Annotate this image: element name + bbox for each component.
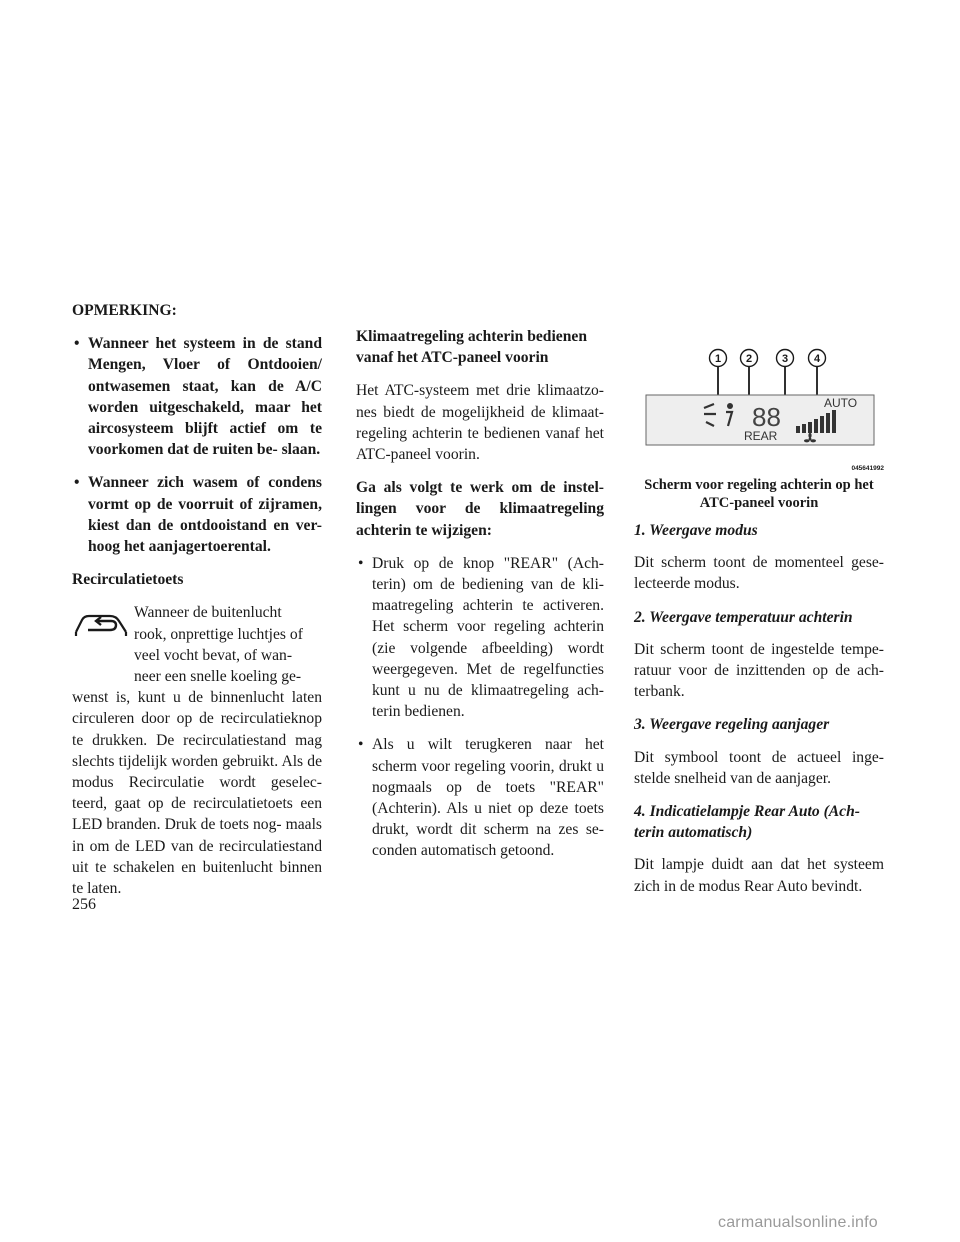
figure-caption: Scherm voor regeling achterin op het ATC-paneel voorin <box>644 477 874 511</box>
recirc-line: rook, onprettige luchtjes of <box>134 625 303 643</box>
recirculation-car-icon <box>72 608 130 642</box>
callout-label: 4 <box>813 353 821 365</box>
figure-code: 045641992 <box>851 465 884 472</box>
steps-heading: Ga als volgt te werk om de instel- lingen voor de klimaatregeling achterin te wijzigen: <box>356 479 604 539</box>
page-number: 256 <box>72 896 96 913</box>
recirc-block <box>72 602 322 899</box>
recirc-line: Wanneer de buitenlucht <box>134 604 282 622</box>
step-item: • Druk op de knop "REAR" (Ach- terin) om de bediening van de kli- maatregeling achterin te activeren. Het scherm voor regeling achterin (zie volgende afbeelding) wordt weergegeven. Met de regelfuncties kunt u nu de klimaatregeling ach- terin bedienen. <box>356 553 604 723</box>
item-title: 4. Indicatielampje Rear Auto (Ach- terin automatisch) <box>634 803 860 842</box>
watermark: carmanualsonline.info <box>718 1214 878 1231</box>
item-text: Dit scherm toont de momenteel gese- lecteerde modus. <box>634 554 884 593</box>
item-title: 3. Weergave regeling aanjager <box>634 716 830 734</box>
callout-label: 1 <box>714 353 722 365</box>
rear-display-diagram <box>634 346 884 476</box>
note-list <box>72 333 322 557</box>
note-item: • Wanneer het systeem in de stand Mengen, Vloer of Ontdooien/ ontwasemen staat, kan de A/C worden uitgeschakeld, maar het aircosysteem blijft actief om te voorkomen dat de ruiten be- slaan. <box>72 333 322 460</box>
item-title: 2. Weergave temperatuur achterin <box>634 608 853 626</box>
recirc-line: veel vocht bevat, of wan- <box>134 646 293 664</box>
left-column <box>72 300 322 899</box>
right-column <box>634 300 884 909</box>
item-title: 1. Weergave modus <box>634 522 758 539</box>
section-heading: Klimaatregeling achterin bedienen vanaf het ATC-paneel voorin <box>356 328 587 367</box>
rear-label: REAR <box>744 429 778 443</box>
item-text: Dit lampje duidt aan dat het systeem zich in de modus Rear Auto bevindt. <box>634 856 884 895</box>
rear-display-figure <box>634 346 884 476</box>
item-text: Dit scherm toont de ingestelde tempe- ratuur voor de inzittenden op de ach- terbank. <box>634 640 884 701</box>
callout-label: 3 <box>781 353 789 365</box>
auto-label: AUTO <box>824 396 858 410</box>
item-text: Dit symbool toont de actueel inge- stelde snelheid van de aanjager. <box>634 748 884 787</box>
steps-list <box>356 553 604 862</box>
temperature-digits: 88 <box>752 402 781 432</box>
middle-column <box>356 300 604 874</box>
callout-label: 2 <box>745 353 753 365</box>
recirc-line: neer een snelle koeling ge- <box>134 668 302 686</box>
note-item: • Wanneer zich wasem of condens vormt op de voorruit of zijramen, kiest dan de ontdooistand en ver- hoog het aanjagertoerental. <box>72 472 322 557</box>
intro-paragraph: Het ATC-systeem met drie klimaatzo- nes biedt de mogelijkheid de klimaat- regeling achterin te bedienen vanaf het ATC-paneel voorin. <box>356 382 604 464</box>
recirc-heading: Recirculatietoets <box>72 571 184 589</box>
note-heading: OPMERKING: <box>72 302 177 319</box>
step-item: • Als u wilt terugkeren naar het scherm voor regeling voorin, drukt u nogmaals op de toets "REAR" (Achterin). Als u niet op deze toets drukt, wordt dit scherm na zes se- conden automatisch getoond. <box>356 734 604 861</box>
recirc-text: wenst is, kunt u de binnenlucht laten circuleren door op de recirculatieknop te drukken. De recirculatiestand mag slechts tijdelijk worden gebruikt. Als de modus Recirculatie wordt geselec- teerd, gaat op de recirculatietoets een LED branden. Druk de toets nog- maals in om de LED van de recirculatiestand uit te schakelen en buitenlucht binnen te laten. <box>72 689 322 898</box>
